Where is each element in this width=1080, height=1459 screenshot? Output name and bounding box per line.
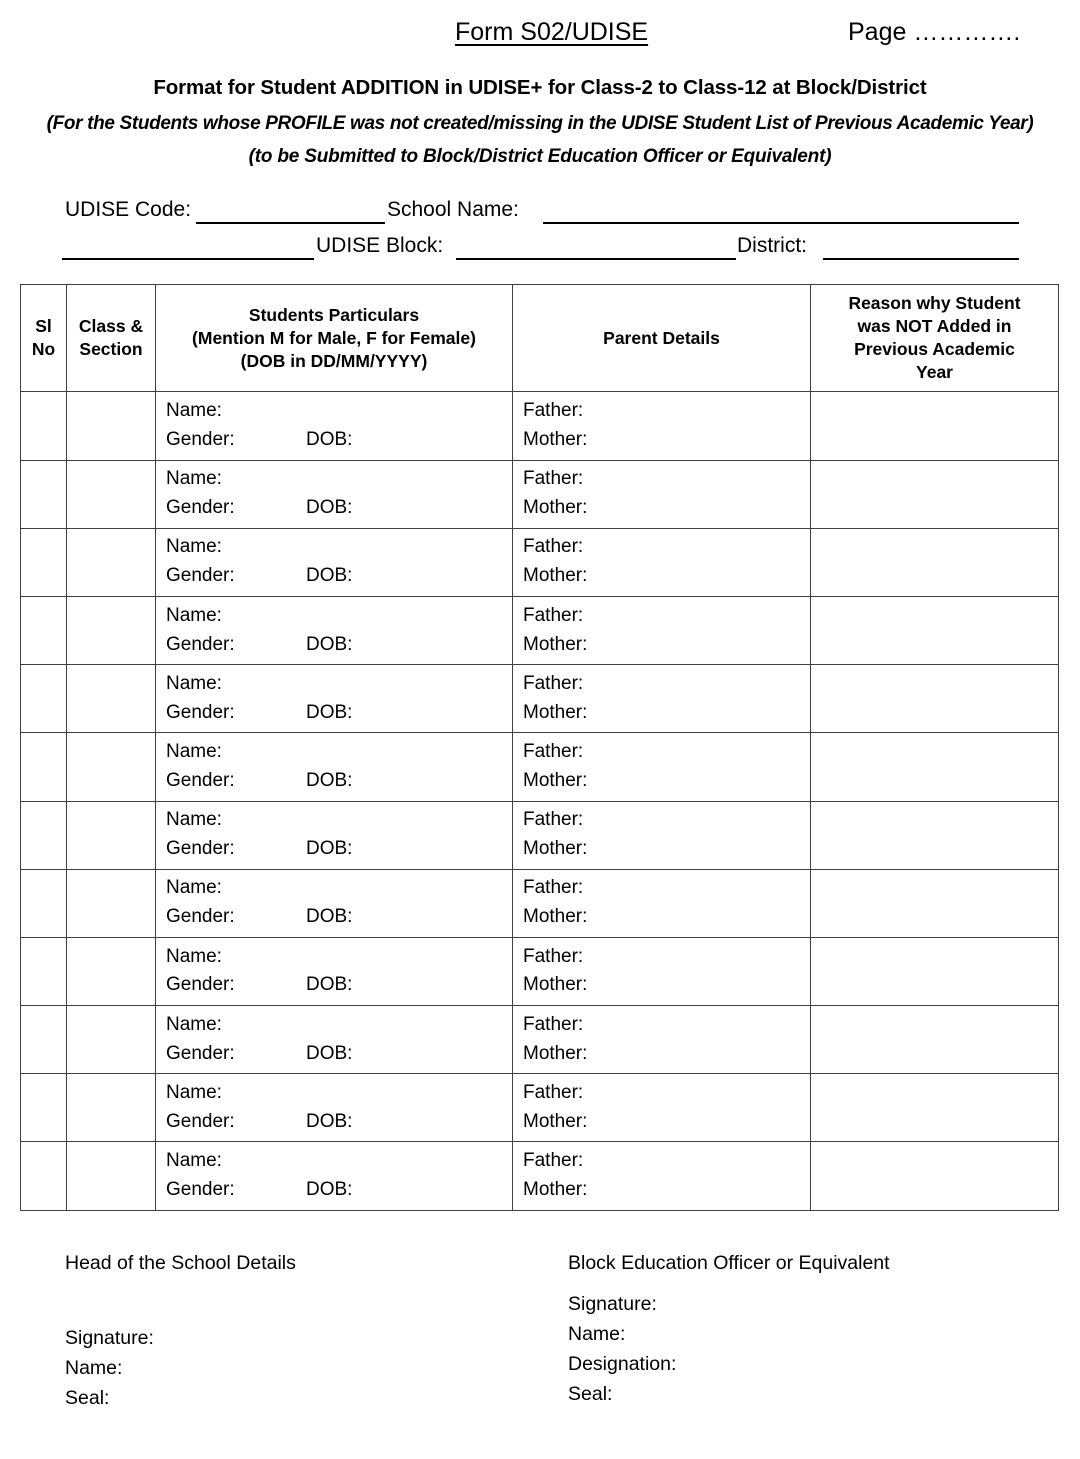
cell-class-section[interactable] (67, 665, 156, 733)
students-line-1: Students Particulars (248, 304, 420, 325)
father-label: Father: (523, 741, 584, 763)
table-row (21, 1074, 1059, 1142)
block-education-officer-block (568, 1252, 1038, 1409)
student-name-label: Name: (166, 1150, 222, 1172)
cell-parent-details[interactable] (513, 1006, 811, 1074)
cell-reason[interactable] (811, 460, 1059, 528)
student-name-line (166, 670, 512, 699)
student-name-label: Name: (166, 468, 222, 490)
cell-sl-no[interactable] (21, 528, 67, 596)
father-line (523, 806, 810, 835)
mother-line (523, 1176, 810, 1205)
mother-label: Mother: (523, 906, 588, 928)
cell-student-particulars[interactable] (156, 460, 513, 528)
cell-class-section[interactable] (67, 869, 156, 937)
student-name-label: Name: (166, 1081, 222, 1103)
student-dob-label: DOB: (306, 428, 353, 450)
mother-label: Mother: (523, 497, 588, 519)
udise-block-label: UDISE Block: (316, 234, 444, 257)
table-row (21, 665, 1059, 733)
cell-parent-details[interactable] (513, 392, 811, 460)
cell-sl-no[interactable] (21, 392, 67, 460)
reason-line-2: was NOT Added in (857, 316, 1012, 337)
mother-line (523, 699, 810, 728)
cell-reason[interactable] (811, 392, 1059, 460)
officer-signature-label: Signature: (568, 1293, 657, 1315)
student-name-label: Name: (166, 809, 222, 831)
table-row (21, 937, 1059, 1005)
student-gender-dob-line (166, 767, 512, 796)
student-gender-label: Gender: (166, 769, 235, 791)
student-name-line (166, 465, 512, 494)
table-header (21, 285, 1059, 392)
cell-class-section[interactable] (67, 937, 156, 1005)
student-gender-dob-line (166, 631, 512, 660)
page-subtitle-2: (to be Submitted to Block/District Education Officer or Equivalent) (248, 146, 832, 167)
father-line (523, 602, 810, 631)
student-dob-label: DOB: (306, 701, 353, 723)
father-line (523, 465, 810, 494)
column-header-students-particulars (156, 285, 513, 392)
udise-code-input[interactable] (196, 196, 385, 224)
mother-line (523, 494, 810, 523)
mother-label: Mother: (523, 701, 588, 723)
cell-reason[interactable] (811, 1142, 1059, 1210)
student-name-line (166, 533, 512, 562)
father-label: Father: (523, 945, 584, 967)
block-officer-title: Block Education Officer or Equivalent (568, 1252, 890, 1274)
student-name-line (166, 943, 512, 972)
mother-label: Mother: (523, 428, 588, 450)
student-name-label: Name: (166, 1013, 222, 1035)
cell-class-section[interactable] (67, 1142, 156, 1210)
cell-parent-details[interactable] (513, 665, 811, 733)
student-dob-label: DOB: (306, 974, 353, 996)
mother-label: Mother: (523, 633, 588, 655)
mother-line (523, 903, 810, 932)
father-line (523, 943, 810, 972)
student-name-label: Name: (166, 877, 222, 899)
district-input[interactable] (823, 232, 1019, 260)
students-line-2: (Mention M for Male, F for Female) (192, 327, 476, 348)
field-row-one (0, 198, 1080, 232)
cell-reason[interactable] (811, 801, 1059, 869)
student-name-line (166, 1147, 512, 1176)
cell-reason[interactable] (811, 1074, 1059, 1142)
cell-sl-no[interactable] (21, 1074, 67, 1142)
head-signature-label: Signature: (65, 1327, 154, 1349)
mother-label: Mother: (523, 1179, 588, 1201)
cell-student-particulars[interactable] (156, 1006, 513, 1074)
student-name-line (166, 1079, 512, 1108)
cell-sl-no[interactable] (21, 665, 67, 733)
column-header-parent-details (513, 285, 811, 392)
student-gender-dob-line (166, 562, 512, 591)
cell-class-section[interactable] (67, 1074, 156, 1142)
student-name-label: Name: (166, 672, 222, 694)
table-row (21, 392, 1059, 460)
cell-reason[interactable] (811, 869, 1059, 937)
student-gender-label: Gender: (166, 633, 235, 655)
cell-class-section[interactable] (67, 801, 156, 869)
student-dob-label: DOB: (306, 838, 353, 860)
father-label: Father: (523, 536, 584, 558)
father-label: Father: (523, 1150, 584, 1172)
father-line (523, 738, 810, 767)
student-name-label: Name: (166, 536, 222, 558)
student-gender-dob-line (166, 1176, 512, 1205)
class-line-2: Section (79, 339, 143, 360)
officer-name-label: Name: (568, 1323, 626, 1346)
student-gender-dob-line (166, 971, 512, 1000)
student-gender-label: Gender: (166, 1179, 235, 1201)
table-row (21, 869, 1059, 937)
student-gender-dob-line (166, 1108, 512, 1137)
mother-line (523, 1108, 810, 1137)
cell-sl-no[interactable] (21, 869, 67, 937)
mother-line (523, 631, 810, 660)
cell-student-particulars[interactable] (156, 869, 513, 937)
reason-line-4: Year (916, 362, 953, 383)
student-dob-label: DOB: (306, 769, 353, 791)
mother-label: Mother: (523, 838, 588, 860)
class-line-1: Class & (78, 316, 144, 337)
student-gender-dob-line (166, 699, 512, 728)
cell-sl-no[interactable] (21, 801, 67, 869)
student-dob-label: DOB: (306, 906, 353, 928)
sl-no-line-1: Sl (35, 316, 52, 337)
head-seal-label: Seal: (65, 1387, 110, 1410)
head-of-school-title: Head of the School Details (65, 1252, 296, 1274)
mother-line (523, 426, 810, 455)
student-gender-dob-line (166, 426, 512, 455)
student-gender-label: Gender: (166, 906, 235, 928)
mother-line (523, 1040, 810, 1069)
school-name-input-continued[interactable] (62, 232, 314, 260)
father-line (523, 670, 810, 699)
student-name-label: Name: (166, 945, 222, 967)
mother-line (523, 767, 810, 796)
cell-sl-no[interactable] (21, 460, 67, 528)
table-row (21, 596, 1059, 664)
students-line-3: (DOB in DD/MM/YYYY) (240, 350, 428, 371)
cell-sl-no[interactable] (21, 1006, 67, 1074)
cell-class-section[interactable] (67, 460, 156, 528)
mother-label: Mother: (523, 974, 588, 996)
cell-parent-details[interactable] (513, 869, 811, 937)
column-header-class-section (67, 285, 156, 392)
table-row (21, 801, 1059, 869)
student-name-line (166, 806, 512, 835)
student-gender-dob-line (166, 1040, 512, 1069)
student-name-line (166, 738, 512, 767)
student-gender-label: Gender: (166, 974, 235, 996)
officer-designation-label: Designation: (568, 1353, 677, 1376)
cell-reason[interactable] (811, 733, 1059, 801)
table-row (21, 1006, 1059, 1074)
student-name-line (166, 1011, 512, 1040)
student-name-label: Name: (166, 604, 222, 626)
document-header (0, 18, 1080, 58)
udise-code-label: UDISE Code: (65, 198, 192, 221)
cell-student-particulars[interactable] (156, 937, 513, 1005)
father-line (523, 533, 810, 562)
student-dob-label: DOB: (306, 497, 353, 519)
student-dob-label: DOB: (306, 633, 353, 655)
father-line (523, 1011, 810, 1040)
cell-reason[interactable] (811, 665, 1059, 733)
school-name-input[interactable] (543, 196, 1019, 224)
udise-block-input[interactable] (456, 232, 736, 260)
mother-line (523, 562, 810, 591)
student-name-line (166, 874, 512, 903)
cell-class-section[interactable] (67, 392, 156, 460)
cell-student-particulars[interactable] (156, 733, 513, 801)
table-row (21, 733, 1059, 801)
page-title: Format for Student ADDITION in UDISE+ for Class-2 to Class-12 at Block/District (153, 76, 927, 99)
page-number-field: Page …………. (848, 18, 1021, 46)
student-gender-dob-line (166, 494, 512, 523)
student-gender-label: Gender: (166, 497, 235, 519)
father-line (523, 874, 810, 903)
father-label: Father: (523, 1081, 584, 1103)
father-label: Father: (523, 672, 584, 694)
officer-seal-label: Seal: (568, 1383, 613, 1406)
mother-label: Mother: (523, 1110, 588, 1132)
student-gender-dob-line (166, 903, 512, 932)
cell-parent-details[interactable] (513, 733, 811, 801)
student-name-line (166, 602, 512, 631)
head-of-school-block (65, 1252, 505, 1413)
cell-sl-no[interactable] (21, 596, 67, 664)
reason-line-1: Reason why Student (848, 293, 1021, 313)
father-label: Father: (523, 809, 584, 831)
column-header-reason (811, 285, 1059, 392)
father-line (523, 1147, 810, 1176)
page-subtitle-1: (For the Students whose PROFILE was not created/missing in the UDISE Student List of Previous Academic Year) (46, 113, 1034, 134)
mother-label: Mother: (523, 565, 588, 587)
father-label: Father: (523, 468, 584, 490)
student-gender-label: Gender: (166, 838, 235, 860)
father-label: Father: (523, 400, 584, 422)
cell-sl-no[interactable] (21, 733, 67, 801)
table-row (21, 1142, 1059, 1210)
cell-sl-no[interactable] (21, 937, 67, 1005)
student-gender-dob-line (166, 835, 512, 864)
cell-parent-details[interactable] (513, 1142, 811, 1210)
cell-reason[interactable] (811, 528, 1059, 596)
mother-line (523, 835, 810, 864)
cell-parent-details[interactable] (513, 801, 811, 869)
students-addition-table (20, 284, 1059, 1211)
field-row-two (0, 234, 1080, 268)
block-officer-spacer (568, 1277, 1038, 1289)
cell-student-particulars[interactable] (156, 392, 513, 460)
student-name-line (166, 397, 512, 426)
student-name-label: Name: (166, 400, 222, 422)
table-row (21, 528, 1059, 596)
table-row (21, 460, 1059, 528)
father-label: Father: (523, 1013, 584, 1035)
student-gender-label: Gender: (166, 565, 235, 587)
student-dob-label: DOB: (306, 1042, 353, 1064)
student-gender-label: Gender: (166, 1110, 235, 1132)
student-name-label: Name: (166, 741, 222, 763)
father-label: Father: (523, 604, 584, 626)
cell-student-particulars[interactable] (156, 1074, 513, 1142)
father-label: Father: (523, 877, 584, 899)
cell-class-section[interactable] (67, 596, 156, 664)
cell-student-particulars[interactable] (156, 596, 513, 664)
cell-parent-details[interactable] (513, 460, 811, 528)
cell-reason[interactable] (811, 937, 1059, 1005)
column-header-sl-no (21, 285, 67, 392)
student-dob-label: DOB: (306, 565, 353, 587)
cell-reason[interactable] (811, 1006, 1059, 1074)
cell-student-particulars[interactable] (156, 1142, 513, 1210)
student-dob-label: DOB: (306, 1179, 353, 1201)
table-body (21, 392, 1059, 1210)
cell-parent-details[interactable] (513, 528, 811, 596)
cell-parent-details[interactable] (513, 596, 811, 664)
sl-no-line-2: No (31, 339, 56, 360)
cell-student-particulars[interactable] (156, 665, 513, 733)
student-gender-label: Gender: (166, 1042, 235, 1064)
student-gender-label: Gender: (166, 701, 235, 723)
father-line (523, 1079, 810, 1108)
school-name-label: School Name: (387, 198, 519, 221)
district-label: District: (737, 234, 807, 257)
father-line (523, 397, 810, 426)
cell-parent-details[interactable] (513, 1074, 811, 1142)
cell-student-particulars[interactable] (156, 801, 513, 869)
table-header-row (21, 285, 1059, 392)
head-of-school-spacer (65, 1277, 505, 1323)
cell-class-section[interactable] (67, 733, 156, 801)
head-name-label: Name: (65, 1357, 123, 1380)
cell-sl-no[interactable] (21, 1142, 67, 1210)
mother-label: Mother: (523, 1042, 588, 1064)
reason-line-3: Previous Academic (854, 339, 1015, 360)
cell-class-section[interactable] (67, 1006, 156, 1074)
student-gender-label: Gender: (166, 428, 235, 450)
student-dob-label: DOB: (306, 1110, 353, 1132)
cell-parent-details[interactable] (513, 937, 811, 1005)
mother-line (523, 971, 810, 1000)
cell-class-section[interactable] (67, 528, 156, 596)
cell-student-particulars[interactable] (156, 528, 513, 596)
cell-reason[interactable] (811, 596, 1059, 664)
parent-details-label: Parent Details (603, 327, 720, 348)
mother-label: Mother: (523, 769, 588, 791)
form-code-title: Form S02/UDISE (455, 18, 649, 46)
